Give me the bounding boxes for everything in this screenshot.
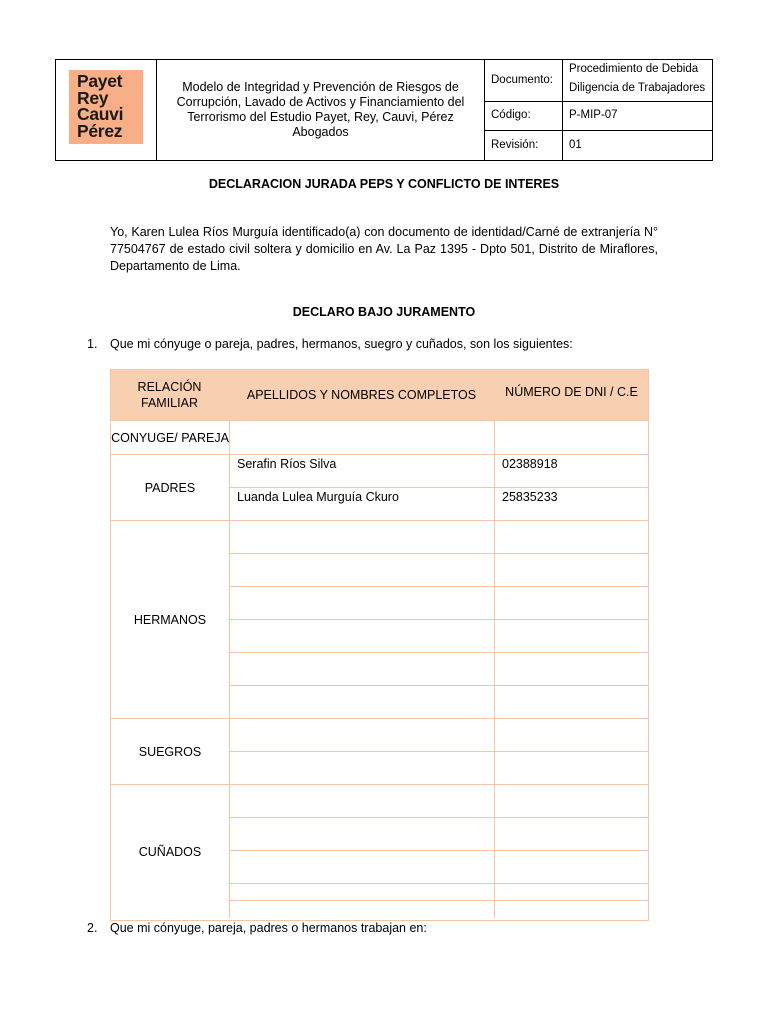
- dni-cell: [494, 586, 649, 619]
- relation-cell: CONYUGE/ PAREJA: [110, 420, 229, 454]
- revision-label-cell: [485, 131, 563, 160]
- logo-line: Cauvi: [77, 104, 124, 124]
- documento-label: Documento:: [491, 74, 554, 86]
- header-title-cell: [157, 60, 485, 160]
- codigo-label: Código:: [491, 109, 531, 121]
- dni-cell: [494, 652, 649, 685]
- logo-line: Rey: [77, 87, 109, 108]
- name-cell: Luanda Lulea Murguía Ckuro: [229, 487, 494, 520]
- item-number: 2.: [87, 921, 98, 935]
- dni-cell: [494, 751, 649, 784]
- header-title: Modelo de Integridad y Prevención de Riesgos de Corrupción, Lavado de Activos y Financiamiento del Terrorismo del Estudio Payet, Rey, Cauvi, Pérez Abogados: [176, 80, 465, 139]
- firm-logo: [69, 70, 143, 144]
- document-header: [55, 59, 713, 161]
- dni-cell: [494, 817, 649, 850]
- codigo-label-cell: [485, 102, 563, 131]
- dni-cell: [494, 619, 649, 652]
- relation-cell: SUEGROS: [110, 718, 229, 784]
- list-item-2: [87, 921, 687, 935]
- name-cell: [229, 751, 494, 784]
- name-cell: [229, 586, 494, 619]
- name-cell: [229, 619, 494, 652]
- declaro-heading: DECLARO BAJO JURAMENTO: [292, 305, 476, 319]
- name-cell: [229, 420, 494, 454]
- name-cell: [229, 718, 494, 751]
- name-cell: [229, 883, 494, 900]
- dni-cell: [494, 784, 649, 817]
- relation-cell: HERMANOS: [110, 520, 229, 718]
- header-dni: NÚMERO DE DNI / C.E: [505, 384, 638, 399]
- logo-line: Pérez: [77, 120, 123, 141]
- name-cell: [229, 652, 494, 685]
- documento-value-cell: [563, 60, 713, 102]
- name-cell: Serafin Ríos Silva: [229, 454, 494, 487]
- document-title: DECLARACION JURADA PEPS Y CONFLICTO DE INTERES: [208, 177, 560, 191]
- documento-label-cell: [485, 60, 563, 102]
- logo-cell: [56, 60, 157, 160]
- dni-cell: [494, 685, 649, 718]
- dni-cell: [494, 900, 649, 918]
- revision-value-cell: [563, 131, 713, 160]
- codigo-value-cell: [563, 102, 713, 131]
- dni-cell: [494, 850, 649, 883]
- revision-label: Revisión:: [491, 139, 539, 151]
- logo-line: Payet: [77, 71, 123, 91]
- name-cell: [229, 900, 494, 918]
- declarant-intro: Yo, Karen Lulea Ríos Murguía identificado(a) con documento de identidad/Carné de extranjería N° 77504767 de estado civil soltera y domicilio en Av. La Paz 1395 - Dpto 501, Distrito de Miraflores, Departamento de Lima.: [110, 225, 658, 273]
- dni-cell: [494, 883, 649, 900]
- item-text: Que mi cónyuge o pareja, padres, hermanos, suegro y cuñados, son los siguientes:: [110, 337, 573, 351]
- codigo-value: P-MIP-07: [569, 109, 618, 121]
- documento-value: Procedimiento de Debida Diligencia de Trabajadores: [569, 63, 706, 94]
- dni-cell: 02388918: [494, 454, 649, 487]
- relation-cell: CUÑADOS: [110, 784, 229, 918]
- name-cell: [229, 685, 494, 718]
- name-cell: [229, 784, 494, 817]
- name-cell: [229, 553, 494, 586]
- name-cell: [229, 850, 494, 883]
- header-relacion: RELACIÓN FAMILIAR: [137, 379, 202, 410]
- item-number: 1.: [87, 337, 98, 351]
- dni-cell: 25835233: [494, 487, 649, 520]
- dni-cell: [494, 420, 649, 454]
- name-cell: [229, 817, 494, 850]
- item-text: Que mi cónyuge, pareja, padres o hermanos trabajan en:: [110, 921, 427, 935]
- table-header: [110, 369, 649, 420]
- dni-cell: [494, 718, 649, 751]
- dni-cell: [494, 520, 649, 553]
- name-cell: [229, 520, 494, 553]
- revision-value: 01: [569, 139, 582, 151]
- dni-cell: [494, 553, 649, 586]
- list-item-1: [87, 337, 687, 351]
- header-apellidos: APELLIDOS Y NOMBRES COMPLETOS: [246, 387, 477, 402]
- relation-cell: PADRES: [110, 454, 229, 520]
